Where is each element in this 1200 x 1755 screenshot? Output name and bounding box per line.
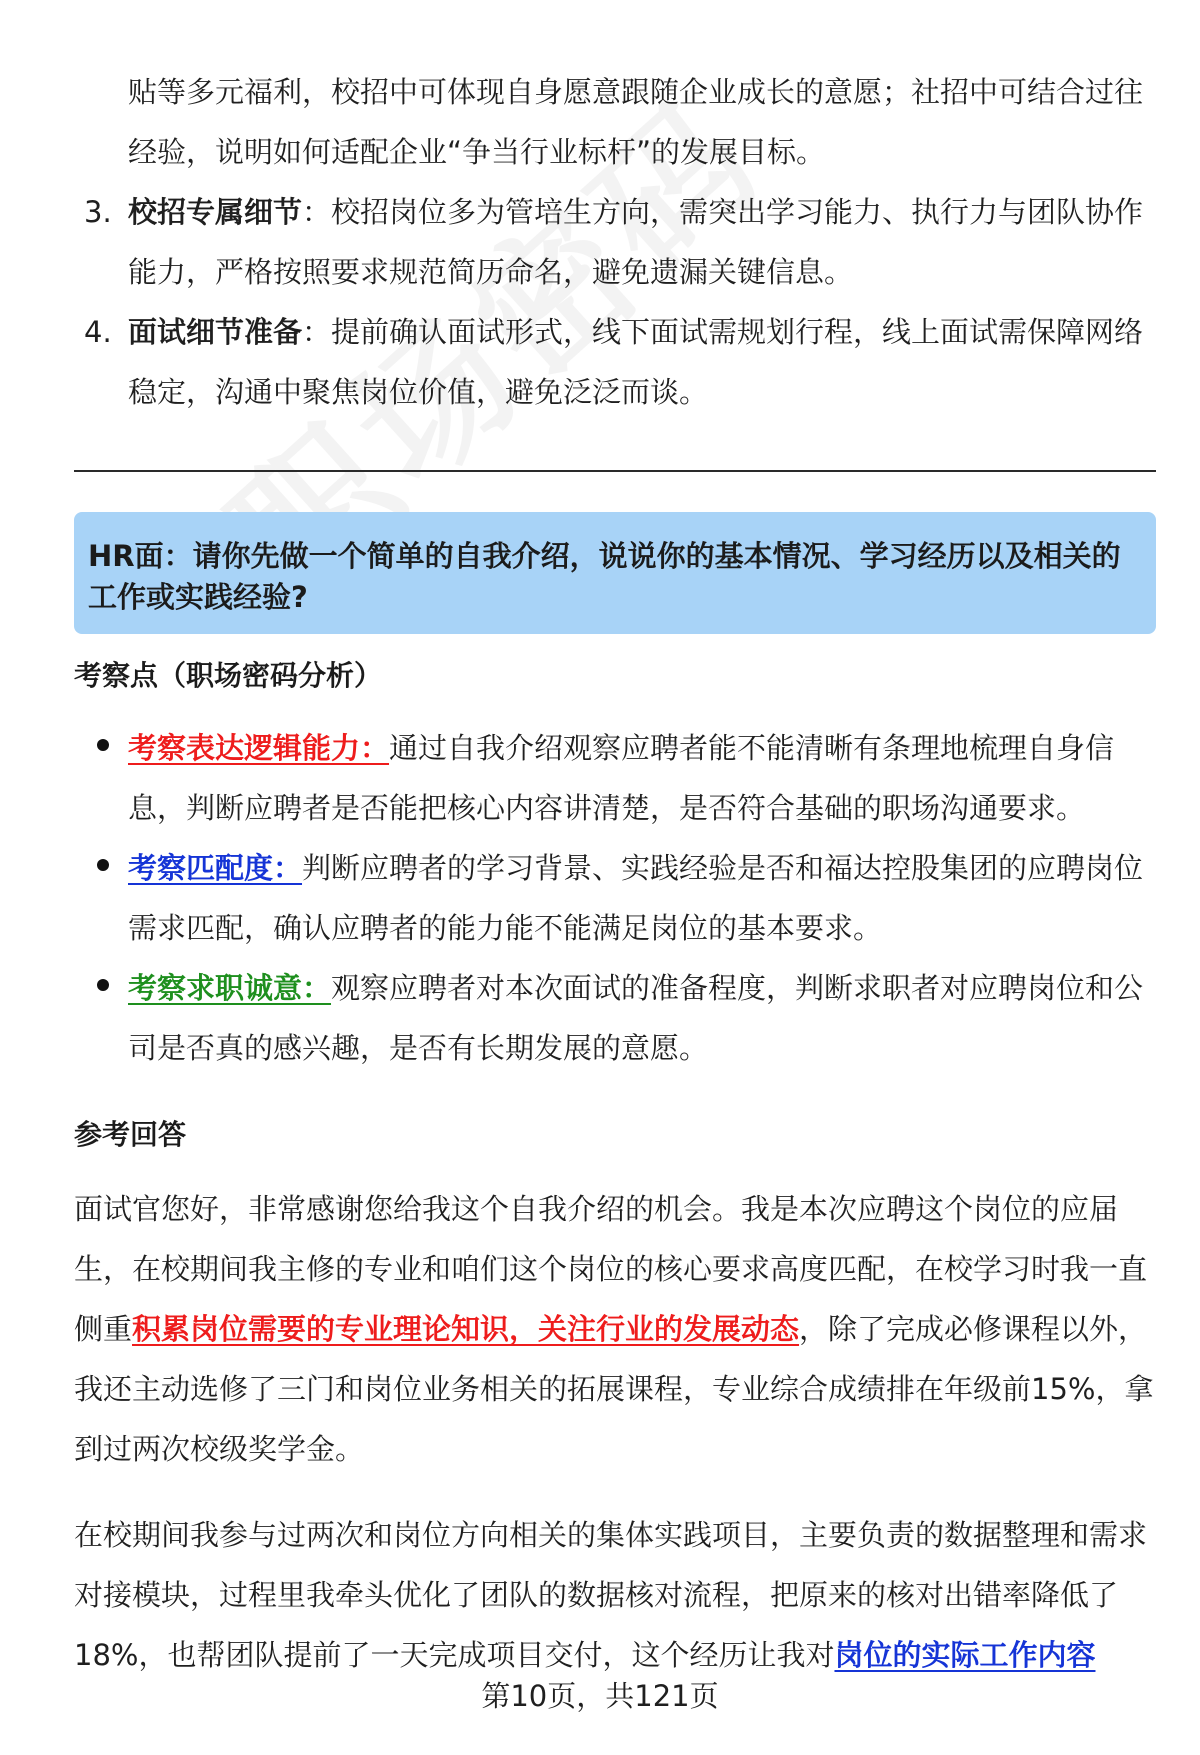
focus-heading: 考察点（职场密码分析） <box>74 659 383 692</box>
focus-point <box>0 958 1200 1078</box>
question-text: HR面：请你先做一个简单的自我介绍，说说你的基本情况、学习经历以及相关的工作或实践经验? <box>88 539 1121 614</box>
focus-label: 考察表达逻辑能力： <box>128 731 390 765</box>
list-number: 4. <box>84 315 112 349</box>
question-box <box>74 512 1156 634</box>
focus-points-list <box>0 718 1200 1078</box>
bullet-icon <box>97 859 109 871</box>
previous-list <box>0 62 1200 422</box>
list-text: 提前确认面试形式，线下面试需规划行程，线上面试需保障网络稳定，沟通中聚焦岗位价值，避免泛泛而谈。 <box>128 315 1144 409</box>
focus-text: 通过自我介绍观察应聘者能不能清晰有条理地梳理自身信息，判断应聘者是否能把核心内容讲清楚，是否符合基础的职场沟通要求。 <box>128 731 1115 825</box>
focus-label: 考察求职诚意： <box>128 971 332 1005</box>
focus-text: 判断应聘者的学习背景、实践经验是否和福达控股集团的应聘岗位需求匹配，确认应聘者的能力能不能满足岗位的基本要求。 <box>128 851 1144 945</box>
list-item-3: 3. 校招专属细节：校招岗位多为管培生方向，需突出学习能力、执行力与团队协作能力，严格按照要求规范简历命名，避免遗漏关键信息。 <box>0 182 1200 302</box>
focus-label: 考察匹配度： <box>128 851 303 885</box>
bullet-icon <box>97 739 109 751</box>
list-term: 面试细节准备 <box>128 315 303 349</box>
answer-highlight: 积累岗位需要的专业理论知识，关注行业的发展动态 <box>132 1312 800 1346</box>
answer-paragraph-2: 在校期间我参与过两次和岗位方向相关的集体实践项目，主要负责的数据整理和需求对接模块，过程里我牵头优化了团队的数据核对流程，把原来的核对出错率降低了18%，也帮团队提前了一天完成项目交付，这个经历让我对岗位的实际工作内容 <box>74 1518 1148 1672</box>
page-number: 第10页，共121页 <box>481 1679 719 1713</box>
answer-highlight: 岗位的实际工作内容 <box>834 1638 1096 1672</box>
list-item-4: 4. 面试细节准备：提前确认面试形式，线下面试需规划行程，线上面试需保障网络稳定，沟通中聚焦岗位价值，避免泛泛而谈。 <box>0 302 1200 422</box>
section-divider <box>74 470 1156 472</box>
focus-point <box>0 718 1200 838</box>
focus-point <box>0 838 1200 958</box>
list-continuation: 贴等多元福利，校招中可体现自身愿意跟随企业成长的意愿；社招中可结合过往经验，说明如何适配企业“争当行业标杆”的发展目标。 <box>128 75 1144 169</box>
bullet-icon <box>97 979 109 991</box>
list-number: 3. <box>84 195 112 229</box>
list-text: 校招岗位多为管培生方向，需突出学习能力、执行力与团队协作能力，严格按照要求规范简历命名，避免遗漏关键信息。 <box>128 195 1144 289</box>
focus-text: 观察应聘者对本次面试的准备程度，判断求职者对应聘岗位和公司是否真的感兴趣，是否有长期发展的意愿。 <box>128 971 1144 1065</box>
answer-heading: 参考回答 <box>74 1118 187 1151</box>
answer-paragraph-1: 面试官您好，非常感谢您给我这个自我介绍的机会。我是本次应聘这个岗位的应届生，在校期间我主修的专业和咱们这个岗位的核心要求高度匹配，在校学习时我一直侧重积累岗位需要的专业理论知识，关注行业的发展动态，除了完成必修课程以外，我还主动选修了三门和岗位业务相关的拓展课程，专业综合成绩排在年级前15%，拿到过两次校级奖学金。 <box>74 1192 1154 1466</box>
list-term: 校招专属细节 <box>128 195 303 229</box>
